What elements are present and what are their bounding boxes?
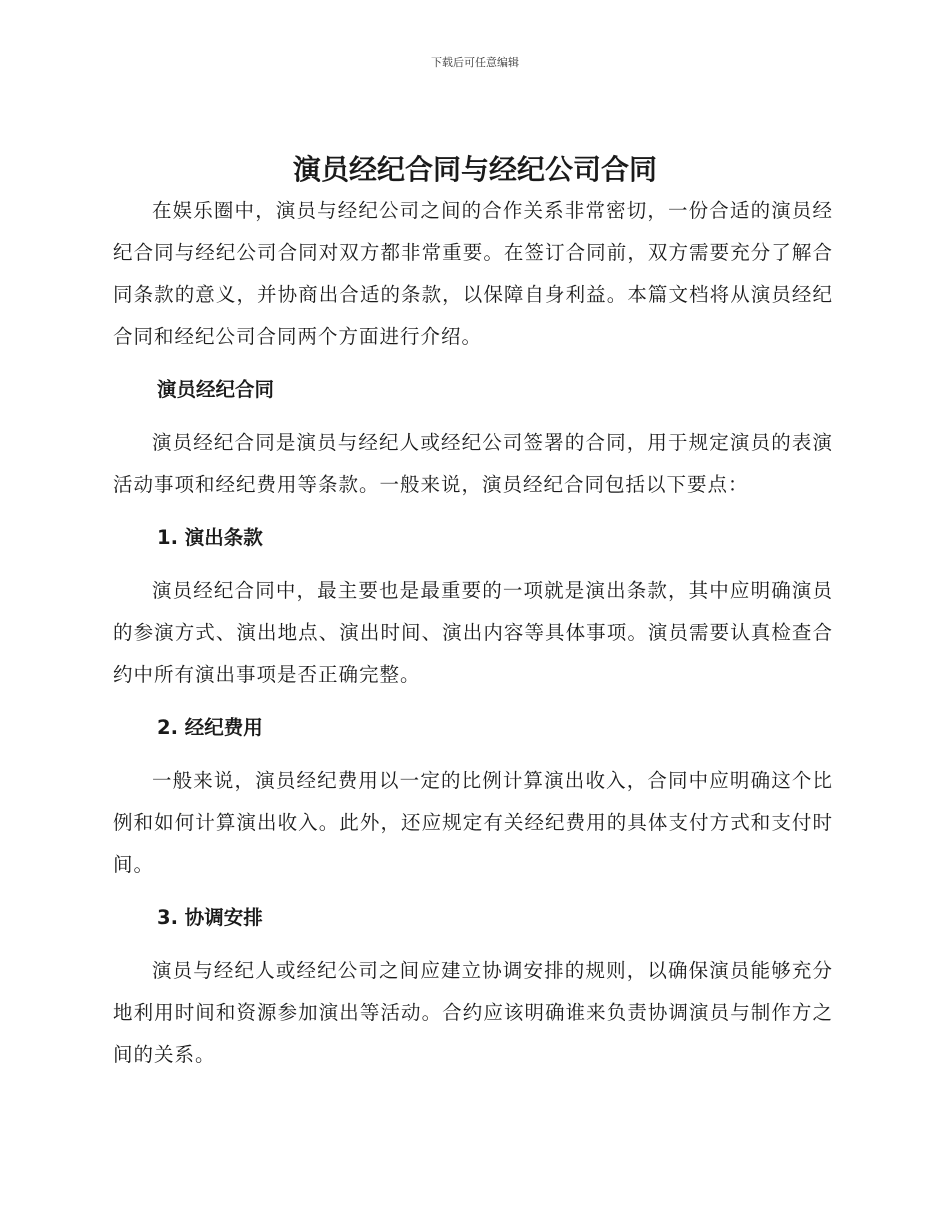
item2-heading: 2. 经纪费用 <box>157 716 263 739</box>
item1-paragraph: 演员经纪合同中，最主要也是最重要的一项就是演出条款，其中应明确演员的参演方式、演出地点、演出时间、演出内容等具体事项。演员需要认真检查合约中所有演出事项是否正确完整。 <box>113 579 833 686</box>
item3-paragraph: 演员与经纪人或经纪公司之间应建立协调安排的规则，以确保演员能够充分地利用时间和资源参加演出等活动。合约应该明确谁来负责协调演员与制作方之间的关系。 <box>113 959 833 1066</box>
section-heading: 演员经纪合同 <box>157 378 275 401</box>
item2-paragraph: 一般来说，演员经纪费用以一定的比例计算演出收入，合同中应明确这个比例和如何计算演出收入。此外，还应规定有关经纪费用的具体支付方式和支付时间。 <box>113 769 833 876</box>
intro-paragraph: 在娱乐圈中，演员与经纪公司之间的合作关系非常密切，一份合适的演员经纪合同与经纪公司合同对双方都非常重要。在签订合同前，双方需要充分了解合同条款的意义，并协商出合适的条款，以保障自身利益。本篇文档将从演员经纪合同和经纪公司合同两个方面进行介绍。 <box>113 199 833 348</box>
document-body <box>113 190 833 1076</box>
section-intro-paragraph: 演员经纪合同是演员与经纪人或经纪公司签署的合同，用于规定演员的表演活动事项和经纪费用等条款。一般来说，演员经纪合同包括以下要点： <box>113 431 833 496</box>
item1-heading: 1. 演出条款 <box>157 526 263 549</box>
header-note: 下载后可任意编辑 <box>431 56 519 69</box>
item3-heading: 3. 协调安排 <box>157 906 263 929</box>
document-title: 演员经纪合同与经纪公司合同 <box>292 153 657 186</box>
